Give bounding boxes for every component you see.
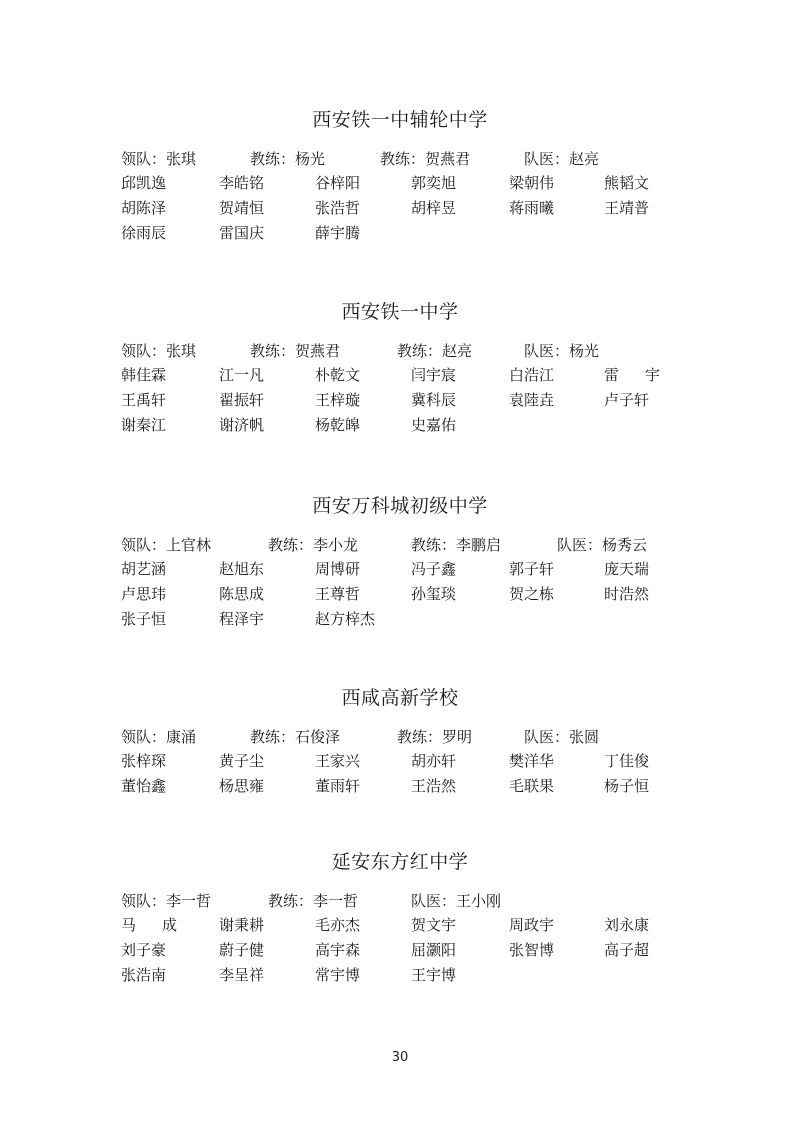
staff-member: 教练：李小龙 bbox=[268, 536, 359, 554]
player-name: 王宇博 bbox=[411, 966, 457, 984]
player-row bbox=[0, 775, 800, 797]
staff-member: 教练：贺燕君 bbox=[380, 150, 471, 168]
staff-member: 领队：康涌 bbox=[121, 728, 197, 746]
staff-member: 队医：杨秀云 bbox=[557, 536, 648, 554]
player-row bbox=[0, 389, 800, 411]
player-name: 张智博 bbox=[509, 941, 555, 959]
player-name: 常宇博 bbox=[315, 966, 361, 984]
player-row bbox=[0, 558, 800, 580]
player-name: 赵旭东 bbox=[219, 560, 265, 578]
team-title: 延安东方红中学 bbox=[331, 851, 469, 873]
player-name: 李皓铭 bbox=[219, 174, 265, 192]
player-name: 黄子尘 bbox=[219, 752, 265, 770]
staff-member: 队医：王小刚 bbox=[411, 892, 502, 910]
team-title: 西安铁一中学 bbox=[341, 301, 459, 323]
player-name: 杨思雍 bbox=[219, 777, 265, 795]
player-name: 徐雨辰 bbox=[121, 224, 167, 242]
staff-line bbox=[0, 340, 800, 362]
staff-member: 队医：赵亮 bbox=[524, 150, 600, 168]
player-name: 熊韬文 bbox=[604, 174, 650, 192]
player-name: 陈思成 bbox=[219, 585, 265, 603]
player-name: 翟振轩 bbox=[219, 391, 265, 409]
player-name: 胡陈泽 bbox=[121, 199, 167, 217]
player-row bbox=[0, 939, 800, 961]
player-name: 谢秉耕 bbox=[219, 916, 265, 934]
player-name: 贺文宇 bbox=[411, 916, 457, 934]
player-name: 雷 宇 bbox=[604, 366, 660, 384]
player-name: 丁佳俊 bbox=[604, 752, 650, 770]
player-name: 张浩南 bbox=[121, 966, 167, 984]
player-row bbox=[0, 914, 800, 936]
player-name: 邱凯逸 bbox=[121, 174, 167, 192]
staff-member: 教练：石俊泽 bbox=[250, 728, 341, 746]
player-name: 王梓璇 bbox=[315, 391, 361, 409]
player-name: 郭子轩 bbox=[509, 560, 555, 578]
staff-line bbox=[0, 890, 800, 912]
player-row bbox=[0, 197, 800, 219]
player-name: 江一凡 bbox=[219, 366, 265, 384]
player-row bbox=[0, 222, 800, 244]
player-name: 高宇森 bbox=[315, 941, 361, 959]
player-name: 董怡鑫 bbox=[121, 777, 167, 795]
player-name: 王禹轩 bbox=[121, 391, 167, 409]
player-name: 刘子豪 bbox=[121, 941, 167, 959]
player-name: 程泽宇 bbox=[219, 610, 265, 628]
player-name: 王靖普 bbox=[604, 199, 650, 217]
player-name: 史嘉佑 bbox=[411, 416, 457, 434]
player-name: 王浩然 bbox=[411, 777, 457, 795]
player-name: 贺靖恒 bbox=[219, 199, 265, 217]
player-name: 蔚子健 bbox=[219, 941, 265, 959]
staff-member: 教练：李一哲 bbox=[268, 892, 359, 910]
player-name: 卢子轩 bbox=[604, 391, 650, 409]
player-name: 胡亦轩 bbox=[411, 752, 457, 770]
player-name: 卢思玮 bbox=[121, 585, 167, 603]
player-name: 庞天瑞 bbox=[604, 560, 650, 578]
player-name: 毛联果 bbox=[509, 777, 555, 795]
player-name: 樊洋华 bbox=[509, 752, 555, 770]
player-name: 刘永康 bbox=[604, 916, 650, 934]
player-name: 周博研 bbox=[315, 560, 361, 578]
staff-member: 领队：张琪 bbox=[121, 342, 197, 360]
staff-member: 队医：杨光 bbox=[524, 342, 600, 360]
team-title: 西安铁一中辅轮中学 bbox=[312, 109, 488, 131]
player-name: 郭奕旭 bbox=[411, 174, 457, 192]
player-name: 李呈祥 bbox=[219, 966, 265, 984]
player-row bbox=[0, 583, 800, 605]
player-name: 杨子恒 bbox=[604, 777, 650, 795]
player-name: 张浩哲 bbox=[315, 199, 361, 217]
player-row bbox=[0, 750, 800, 772]
player-name: 谢秦江 bbox=[121, 416, 167, 434]
staff-member: 队医：张圆 bbox=[524, 728, 600, 746]
player-name: 胡梓昱 bbox=[411, 199, 457, 217]
player-name: 董雨轩 bbox=[315, 777, 361, 795]
player-row bbox=[0, 414, 800, 436]
player-name: 时浩然 bbox=[604, 585, 650, 603]
player-name: 马 成 bbox=[121, 916, 177, 934]
player-name: 蒋雨曦 bbox=[509, 199, 555, 217]
player-name: 闫宇宸 bbox=[411, 366, 457, 384]
player-name: 张梓琛 bbox=[121, 752, 167, 770]
staff-member: 教练：赵亮 bbox=[397, 342, 473, 360]
staff-member: 领队：上官林 bbox=[121, 536, 212, 554]
player-name: 谢济帆 bbox=[219, 416, 265, 434]
player-name: 王家兴 bbox=[315, 752, 361, 770]
staff-line bbox=[0, 148, 800, 170]
player-row bbox=[0, 608, 800, 630]
player-name: 高子超 bbox=[604, 941, 650, 959]
player-name: 朴乾文 bbox=[315, 366, 361, 384]
player-name: 赵方梓杰 bbox=[315, 610, 376, 628]
staff-member: 教练：罗明 bbox=[397, 728, 473, 746]
staff-member: 领队：李一哲 bbox=[121, 892, 212, 910]
player-name: 屈灏阳 bbox=[411, 941, 457, 959]
player-name: 梁朝伟 bbox=[509, 174, 555, 192]
player-name: 雷国庆 bbox=[219, 224, 265, 242]
staff-member: 教练：贺燕君 bbox=[250, 342, 341, 360]
player-name: 冯子鑫 bbox=[411, 560, 457, 578]
staff-line bbox=[0, 534, 800, 556]
staff-line bbox=[0, 726, 800, 748]
player-row bbox=[0, 364, 800, 386]
player-name: 谷梓阳 bbox=[315, 174, 361, 192]
player-name: 王尊哲 bbox=[315, 585, 361, 603]
page-number: 30 bbox=[391, 1050, 409, 1065]
staff-member: 教练：杨光 bbox=[250, 150, 326, 168]
player-name: 胡艺涵 bbox=[121, 560, 167, 578]
team-title: 西安万科城初级中学 bbox=[312, 495, 488, 517]
player-name: 薛宇腾 bbox=[315, 224, 361, 242]
player-name: 孙玺琰 bbox=[411, 585, 457, 603]
player-name: 冀科辰 bbox=[411, 391, 457, 409]
team-title: 西咸高新学校 bbox=[341, 687, 459, 709]
player-name: 韩佳霖 bbox=[121, 366, 167, 384]
staff-member: 领队：张琪 bbox=[121, 150, 197, 168]
player-name: 周政宇 bbox=[509, 916, 555, 934]
staff-member: 教练：李鹏启 bbox=[411, 536, 502, 554]
player-name: 毛亦杰 bbox=[315, 916, 361, 934]
player-name: 袁陸垚 bbox=[509, 391, 555, 409]
player-name: 杨乾皞 bbox=[315, 416, 361, 434]
player-row bbox=[0, 172, 800, 194]
player-name: 贺之栋 bbox=[509, 585, 555, 603]
player-row bbox=[0, 964, 800, 986]
player-name: 白浩江 bbox=[509, 366, 555, 384]
player-name: 张子恒 bbox=[121, 610, 167, 628]
